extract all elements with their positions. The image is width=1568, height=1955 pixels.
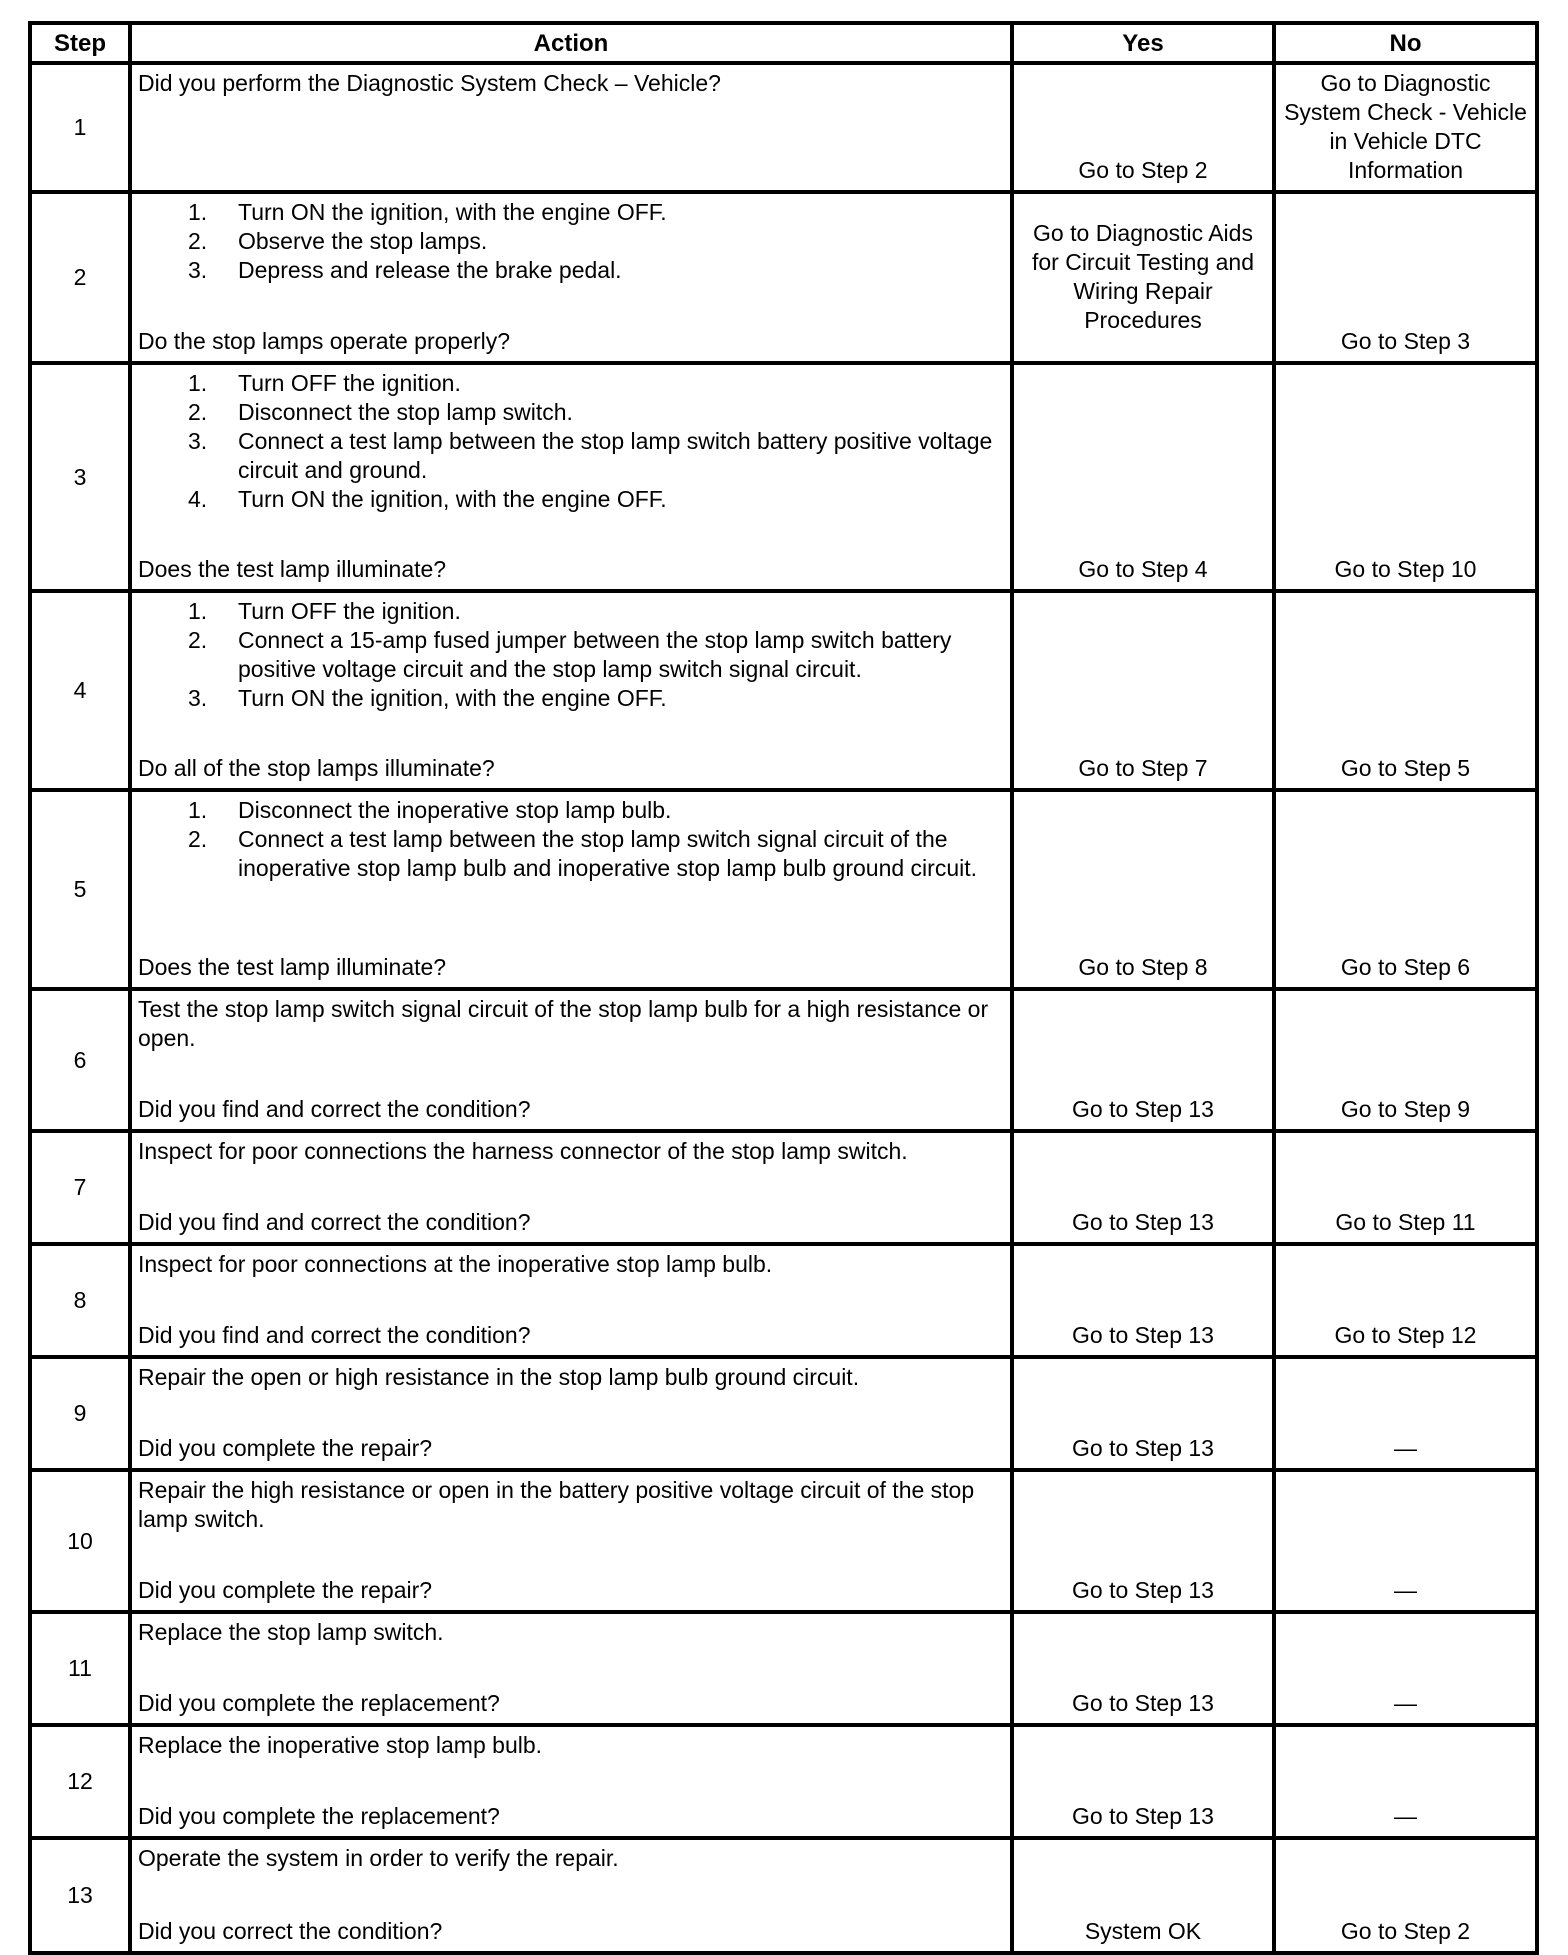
action-cell: [130, 989, 1012, 1131]
action-question: Do the stop lamps operate properly?: [138, 328, 511, 354]
yes-result: Go to Step 4: [1012, 363, 1274, 591]
step-number: 7: [30, 1131, 130, 1244]
header-step: Step: [30, 23, 130, 63]
no-result: —: [1274, 1725, 1537, 1838]
list-item: [138, 427, 1004, 485]
action-cell: [130, 192, 1012, 363]
list-item-text: Turn ON the ignition, with the engine OFF.: [238, 685, 667, 711]
list-item-text: Connect a 15-amp fused jumper between the stop lamp switch battery positive voltage circuit and the stop lamp switch signal circuit.: [238, 627, 952, 682]
action-question: Did you find and correct the condition?: [138, 1096, 531, 1122]
no-result: —: [1274, 1612, 1537, 1725]
action-cell: [130, 1838, 1012, 1953]
no-result: Go to Step 6: [1274, 790, 1537, 989]
header-row: [30, 23, 1537, 63]
table-row: [30, 1131, 1537, 1244]
yes-result: Go to Step 13: [1012, 989, 1274, 1131]
no-result: Go to Step 3: [1274, 192, 1537, 363]
list-item: [138, 256, 1004, 285]
table-row: [30, 63, 1537, 192]
list-item-number: 3.: [188, 257, 208, 283]
yes-result: System OK: [1012, 1838, 1274, 1953]
step-number: 5: [30, 790, 130, 989]
step-number: 13: [30, 1838, 130, 1953]
action-text: Repair the high resistance or open in the battery positive voltage circuit of the stop lamp switch.: [138, 1477, 975, 1532]
no-result: Go to Step 10: [1274, 363, 1537, 591]
table-row: [30, 1612, 1537, 1725]
no-result: Go to Step 9: [1274, 989, 1537, 1131]
action-cell: [130, 63, 1012, 192]
table-row: [30, 1725, 1537, 1838]
list-item-number: 3.: [188, 428, 208, 454]
list-item: [138, 227, 1004, 256]
action-question: Did you find and correct the condition?: [138, 1209, 531, 1235]
action-cell: [130, 790, 1012, 989]
list-item: [138, 825, 1004, 883]
list-item: [138, 485, 1004, 514]
yes-result: Go to Step 13: [1012, 1470, 1274, 1612]
action-text: Repair the open or high resistance in the stop lamp bulb ground circuit.: [138, 1364, 860, 1390]
action-text: Inspect for poor connections the harness connector of the stop lamp switch.: [138, 1138, 908, 1164]
diagnostic-table: [28, 21, 1539, 1955]
list-item: [138, 597, 1004, 626]
list-item: [138, 198, 1004, 227]
step-number: 11: [30, 1612, 130, 1725]
list-item-number: 1.: [188, 797, 208, 823]
no-result: Go to Step 2: [1274, 1838, 1537, 1953]
yes-result: Go to Step 13: [1012, 1357, 1274, 1470]
action-question: Did you complete the repair?: [138, 1577, 433, 1603]
action-question: Did you correct the condition?: [138, 1918, 443, 1944]
yes-result: Go to Step 8: [1012, 790, 1274, 989]
no-result: Go to Step 12: [1274, 1244, 1537, 1357]
yes-result: Go to Step 7: [1012, 591, 1274, 790]
yes-result: Go to Step 13: [1012, 1131, 1274, 1244]
action-text: Replace the inoperative stop lamp bulb.: [138, 1732, 543, 1758]
list-item-number: 1.: [188, 370, 208, 396]
list-item-number: 1.: [188, 199, 208, 225]
list-item-text: Depress and release the brake pedal.: [238, 257, 622, 283]
action-cell: [130, 1131, 1012, 1244]
action-question: Did you complete the replacement?: [138, 1803, 500, 1829]
header-yes: Yes: [1012, 23, 1274, 63]
table-row: [30, 363, 1537, 591]
list-item-number: 2.: [188, 399, 208, 425]
list-item-number: 2.: [188, 627, 208, 653]
action-steps-list: [138, 796, 1004, 883]
list-item-number: 4.: [188, 486, 208, 512]
step-number: 3: [30, 363, 130, 591]
action-cell: [130, 1244, 1012, 1357]
table-row: [30, 192, 1537, 363]
action-question: Did you complete the repair?: [138, 1435, 433, 1461]
list-item: [138, 626, 1004, 684]
no-result: —: [1274, 1470, 1537, 1612]
action-question: Do all of the stop lamps illuminate?: [138, 755, 495, 781]
yes-result: Go to Step 2: [1012, 63, 1274, 192]
action-cell: [130, 1357, 1012, 1470]
action-text: Replace the stop lamp switch.: [138, 1619, 444, 1645]
no-result: Go to Step 11: [1274, 1131, 1537, 1244]
list-item: [138, 369, 1004, 398]
yes-result: Go to Diagnostic Aids for Circuit Testing and Wiring Repair Procedures: [1012, 192, 1274, 363]
action-question: Did you find and correct the condition?: [138, 1322, 531, 1348]
no-result: —: [1274, 1357, 1537, 1470]
action-cell: [130, 1470, 1012, 1612]
table-row: [30, 1470, 1537, 1612]
list-item-text: Turn OFF the ignition.: [238, 370, 461, 396]
step-number: 1: [30, 63, 130, 192]
list-item-text: Connect a test lamp between the stop lamp switch signal circuit of the inoperative stop lamp bulb and inoperative stop lamp bulb ground circuit.: [238, 826, 977, 881]
action-question: Does the test lamp illuminate?: [138, 556, 447, 582]
list-item-text: Disconnect the inoperative stop lamp bulb.: [238, 797, 672, 823]
no-result: Go to Step 5: [1274, 591, 1537, 790]
step-number: 6: [30, 989, 130, 1131]
yes-result: Go to Step 13: [1012, 1725, 1274, 1838]
no-result: Go to Diagnostic System Check - Vehicle in Vehicle DTC Information: [1274, 63, 1537, 192]
action-cell: [130, 363, 1012, 591]
action-steps-list: [138, 369, 1004, 514]
step-number: 12: [30, 1725, 130, 1838]
table-row: [30, 1357, 1537, 1470]
list-item-number: 2.: [188, 228, 208, 254]
step-number: 9: [30, 1357, 130, 1470]
table-row: [30, 989, 1537, 1131]
yes-result: Go to Step 13: [1012, 1244, 1274, 1357]
header-action: Action: [130, 23, 1012, 63]
list-item-text: Turn ON the ignition, with the engine OFF.: [238, 199, 667, 225]
action-steps-list: [138, 198, 1004, 285]
list-item-text: Connect a test lamp between the stop lamp switch battery positive voltage circuit and ground.: [238, 428, 993, 483]
list-item-text: Disconnect the stop lamp switch.: [238, 399, 573, 425]
action-text: Inspect for poor connections at the inoperative stop lamp bulb.: [138, 1251, 773, 1277]
action-text: Did you perform the Diagnostic System Check – Vehicle?: [138, 70, 721, 96]
action-steps-list: [138, 597, 1004, 713]
action-cell: [130, 1612, 1012, 1725]
list-item-text: Turn OFF the ignition.: [238, 598, 461, 624]
list-item-number: 3.: [188, 685, 208, 711]
list-item: [138, 684, 1004, 713]
step-number: 8: [30, 1244, 130, 1357]
list-item-number: 1.: [188, 598, 208, 624]
step-number: 4: [30, 591, 130, 790]
table-row: [30, 591, 1537, 790]
step-number: 10: [30, 1470, 130, 1612]
list-item-text: Turn ON the ignition, with the engine OFF.: [238, 486, 667, 512]
action-text: Operate the system in order to verify the repair.: [138, 1845, 619, 1871]
table-row: [30, 1244, 1537, 1357]
table-row: [30, 790, 1537, 989]
yes-result: Go to Step 13: [1012, 1612, 1274, 1725]
list-item-number: 2.: [188, 826, 208, 852]
action-cell: [130, 1725, 1012, 1838]
action-question: Did you complete the replacement?: [138, 1690, 500, 1716]
table-row: [30, 1838, 1537, 1953]
step-number: 2: [30, 192, 130, 363]
action-cell: [130, 591, 1012, 790]
header-no: No: [1274, 23, 1537, 63]
list-item-text: Observe the stop lamps.: [238, 228, 488, 254]
list-item: [138, 796, 1004, 825]
action-question: Does the test lamp illuminate?: [138, 954, 447, 980]
list-item: [138, 398, 1004, 427]
action-text: Test the stop lamp switch signal circuit of the stop lamp bulb for a high resistance or open.: [138, 996, 989, 1051]
